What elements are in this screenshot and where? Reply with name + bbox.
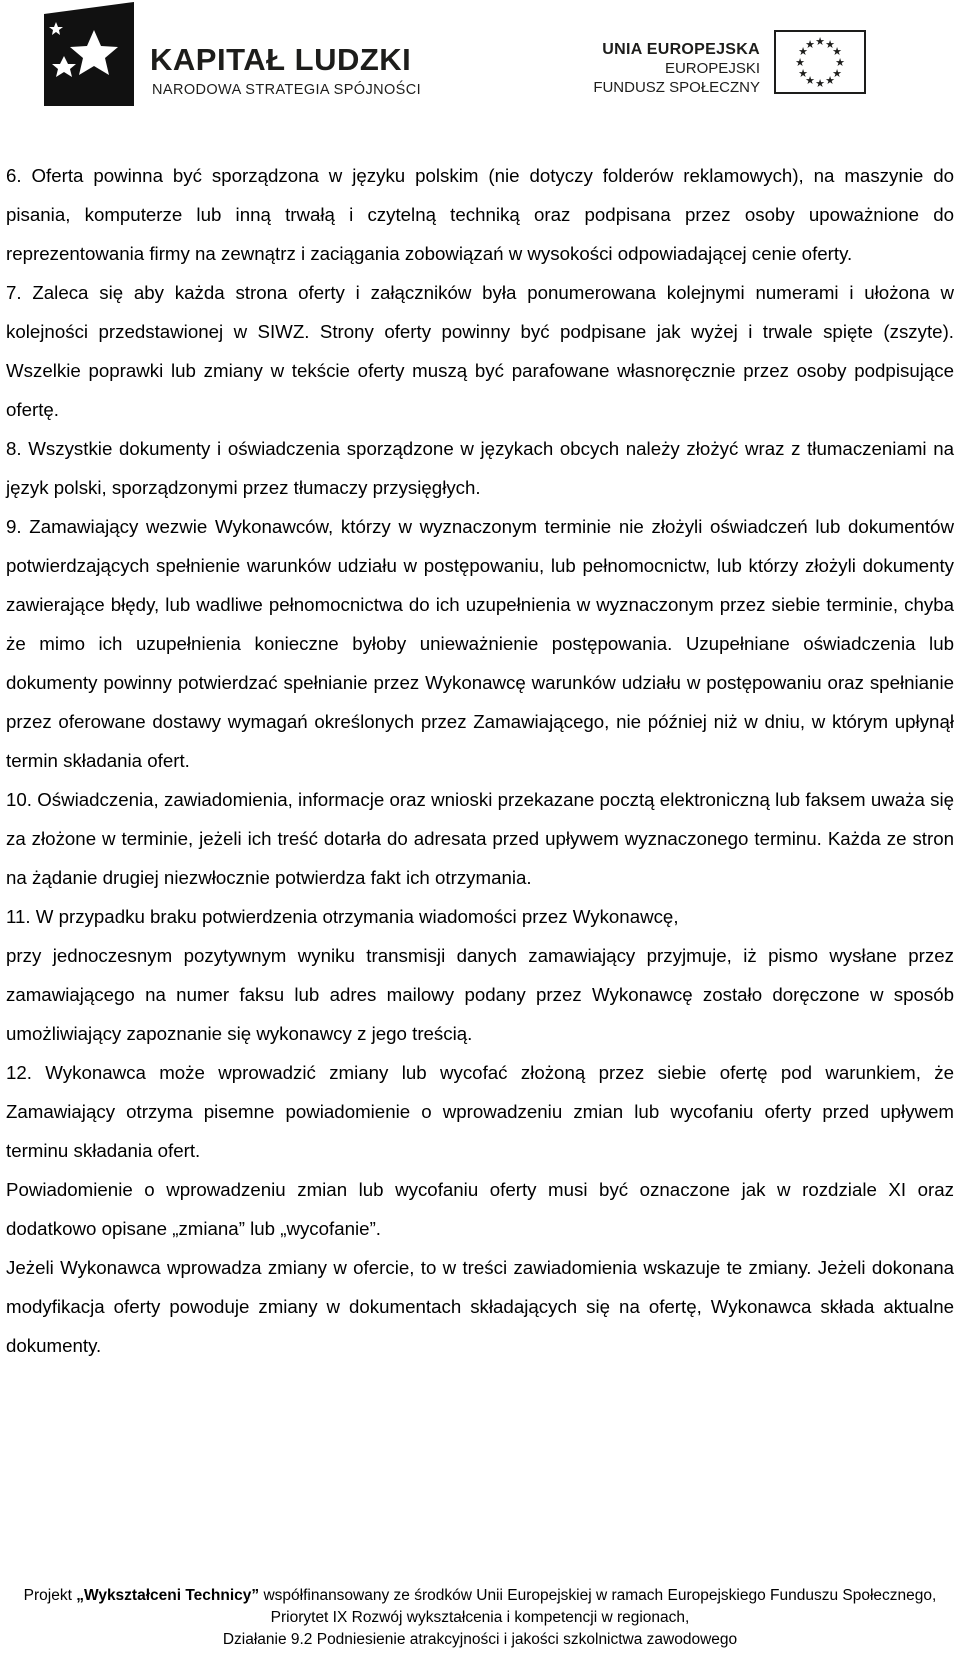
svg-text:★: ★: [798, 45, 808, 58]
kapital-ludzki-logo-icon: [44, 2, 134, 106]
page-footer: [0, 1585, 960, 1651]
kapital-ludzki-title: KAPITAŁ LUDZKI: [150, 42, 412, 77]
svg-text:★: ★: [805, 38, 815, 51]
svg-text:★: ★: [832, 67, 842, 80]
paragraph-6: 6. Oferta powinna być sporządzona w języku polskim (nie dotyczy folderów reklamowych), na maszynie do pisania, komputerze lub inną trwałą i czytelną techniką oraz podpisana przez osoby upoważnione do reprezentowania firmy na zewnątrz i zaciągania zobowiązań w wysokości odpowiadającej cenie oferty.: [6, 165, 954, 264]
eu-flag-icon: [774, 30, 866, 94]
svg-text:★: ★: [815, 35, 825, 48]
paragraph-12: 12. Wykonawca może wprowadzić zmiany lub wycofać złożoną przez siebie ofertę pod warunkiem, że Zamawiający otrzyma pisemne powiadomienie o wprowadzeniu zmian lub wycofaniu oferty przed upływem terminu składania ofert.: [6, 1062, 954, 1161]
svg-text:★: ★: [825, 74, 835, 87]
footer-project-name: „Wykształceni Technicy”: [76, 1587, 260, 1604]
kapital-ludzki-subtitle: NARODOWA STRATEGIA SPÓJNOŚCI: [152, 82, 422, 98]
paragraph-notice: Powiadomienie o wprowadzeniu zmian lub wycofaniu oferty musi być oznaczone jak w rozdziale XI oraz dodatkowo opisane „zmiana” lub „wycofanie”.: [6, 1179, 954, 1239]
paragraph-10: 10. Oświadczenia, zawiadomienia, informacje oraz wnioski przekazane pocztą elektroniczną lub faksem uważa się za złożone w terminie, jeżeli ich treść dotarła do adresata przed upływem wyznaczonego terminu. Każda ze stron na żądanie drugiej niezwłocznie potwierdza fakt ich otrzymania.: [6, 789, 954, 888]
paragraph-8: 8. Wszystkie dokumenty i oświadczenia sporządzone w językach obcych należy złożyć wraz z tłumaczeniami na język polski, sporządzonymi przez tłumaczy przysięgłych.: [6, 438, 954, 498]
svg-text:★: ★: [835, 56, 845, 69]
footer-line-3: Działanie 9.2 Podniesienie atrakcyjności i jakości szkolnictwa zawodowego: [222, 1631, 738, 1648]
svg-text:★: ★: [798, 67, 808, 80]
footer-prefix: Projekt: [23, 1587, 77, 1604]
svg-text:★: ★: [795, 56, 805, 69]
document-body: [6, 156, 954, 1365]
paragraph-9: 9. Zamawiający wezwie Wykonawców, którzy w wyznaczonym terminie nie złożyli oświadczeń lub dokumentów potwierdzających spełnienie warunków udziału w postępowaniu, lub pełnomocnictw, lub którzy złożyli dokumenty zawierające błędy, lub wadliwe pełnomocnictwa do ich uzupełnienia w wyznaczonym przez siebie terminie, chyba że mimo ich uzupełnienia konieczne byłoby unieważnienie postępowania. Uzupełniane oświadczenia lub dokumenty powinny potwierdzać spełnianie przez Wykonawcę warunków udziału w postępowaniu oraz spełnianie przez oferowane dostawy wymagań określonych przez Zamawiającego, nie później niż w dniu, w którym upłynął termin składania ofert.: [6, 516, 954, 771]
svg-text:★: ★: [815, 77, 825, 90]
footer-line-1: [0, 1585, 960, 1607]
eu-line-2: EUROPEJSKI: [664, 60, 760, 77]
svg-text:★: ★: [832, 45, 842, 58]
eu-line-1: UNIA EUROPEJSKA: [602, 41, 760, 58]
page-header: [0, 0, 960, 120]
paragraph-11-intro: 11. W przypadku braku potwierdzenia otrzymania wiadomości przez Wykonawcę,: [6, 906, 679, 927]
paragraph-7: 7. Zaleca się aby każda strona oferty i załączników była ponumerowana kolejnymi numerami i ułożona w kolejności przedstawionej w SIWZ. Strony oferty powinny być podpisane jak wyżej i trwale spięte (zszyte). Wszelkie poprawki lub zmiany w tekście oferty muszą być parafowane własnoręcznie przez osoby podpisujące ofertę.: [6, 282, 954, 420]
footer-suffix: współfinansowany ze środków Unii Europejskiej w ramach Europejskiego Funduszu Społecznego,: [259, 1587, 937, 1604]
eu-line-3: FUNDUSZ SPOŁECZNY: [593, 79, 760, 96]
footer-line-2: Priorytet IX Rozwój wykształcenia i kompetencji w regionach,: [270, 1609, 690, 1626]
paragraph-changes: Jeżeli Wykonawca wprowadza zmiany w ofercie, to w treści zawiadomienia wskazuje te zmiany. Jeżeli dokonana modyfikacja oferty powoduje zmiany w dokumentach składających się na ofertę, Wykonawca składa aktualne dokumenty.: [6, 1257, 954, 1356]
eu-fund-text: [593, 40, 760, 97]
paragraph-11-body: przy jednoczesnym pozytywnym wyniku transmisji danych zamawiający przyjmuje, iż pismo wysłane przez zamawiającego na numer faksu lub adres mailowy podany przez Wykonawcę zostało doręczone w sposób umożliwiający zapoznanie się wykonawcy z jego treścią.: [6, 945, 954, 1044]
svg-text:★: ★: [825, 38, 835, 51]
svg-text:★: ★: [805, 74, 815, 87]
